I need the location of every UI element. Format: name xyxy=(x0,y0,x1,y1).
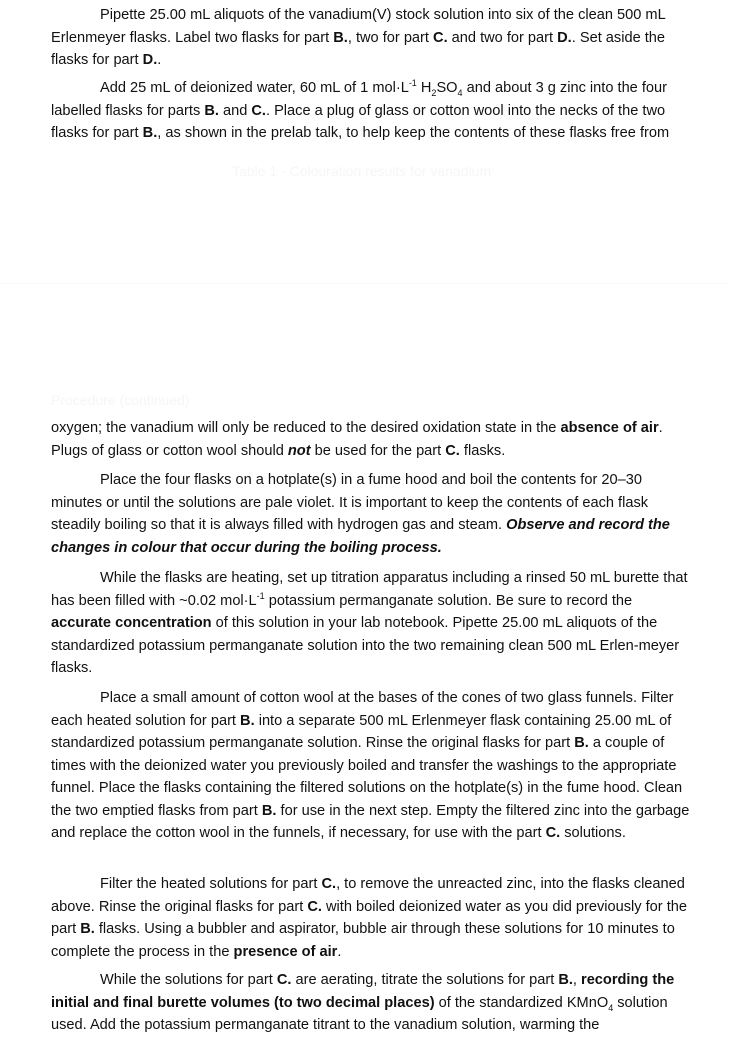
paragraph-add-reagents: Add 25 mL of deionized water, 60 mL of 1 $mol\cdot L^{-1}$ $H_2SO_4$ and about 3 g zinc into the four labelled flasks for parts B. and C.. Place a plug of glass or cotton wool into the necks of the two flasks for part B., as shown in the prelab talk, to help keep the contents of these flasks free from xyxy=(51,78,670,141)
paragraph-titrate-part-b: While the solutions for part C. are aerating, titrate the solutions for part B., recording the initial and final burette volumes (to two decimal places) of the standardized KMnO$_4$ solution used. Add the potassium permanganate titrant to the vanadium solution, warming the xyxy=(51,972,675,1033)
paragraph-boil-contents: Place the four flasks on a hotplate(s) in a fume hood and boil the contents for 20–30 minutes or until the solutions are pale violet. It is important to keep the contents of each flask steadily boiling so that it is always filled with hydrogen gas and steam. Observe and record the changes in colour that occur during the boiling process. xyxy=(51,472,670,556)
faint-divider xyxy=(0,283,730,284)
paragraph-filter-part-c: Filter the heated solutions for part C., to remove the unreacted zinc, into the flasks cleaned above. Rinse the original flasks for part C. with boiled deionized water as you did previously for the part B. flasks. Using a bubbler and aspirator, bubble air through these solutions for 10 minutes to complete the process in the presence of air. xyxy=(51,876,687,960)
paragraph-absence-of-air: oxygen; the vanadium will only be reduced to the desired oxidation state in the absence of air. Plugs of glass or cotton wool should not be used for the part C. flasks. xyxy=(51,420,663,459)
paragraph-filter-part-b: Place a small amount of cotton wool at the bases of the cones of two glass funnels. Filter each heated solution for part B. into a separate 500 mL Erlenmeyer flask containing 25.00 mL of standardized potassium permanganate solution. Rinse the original flasks for part B. a couple of times with the deionized water you previously boiled and transfer the washings to the appropriate funnel. Place the flasks containing the filtered solutions on the hotplate(s) in the fume hood. Clean the two emptied flasks from part B. for use in the next step. Empty the filtered zinc into the garbage and replace the cotton wool in the funnels, if necessary, for use with the part C. solutions. xyxy=(51,690,690,841)
paragraph-pipette-aliquots: Pipette 25.00 mL aliquots of the vanadium(V) stock solution into six of the clean 500 mL Erlenmeyer flasks. Label two flasks for part B., two for part C. and two for part D.. Set aside the flasks for part D.. xyxy=(51,7,666,68)
faint-table-caption: Table 1 - Colouration results for vanadium xyxy=(232,163,492,179)
faint-section-heading: Procedure (continued) xyxy=(51,392,190,408)
paragraph-titration-setup: While the flasks are heating, set up titration apparatus including a rinsed 50 mL burette that has been filled with ~0.02 $mol\cdot L^{-1}$ potassium permanganate solution. Be sure to record the accurate concentration of this solution in your lab notebook. Pipette 25.00 mL aliquots of the standardized potassium permanganate solution into the two remaining clean 500 mL Erlen-meyer flasks. xyxy=(51,570,688,676)
